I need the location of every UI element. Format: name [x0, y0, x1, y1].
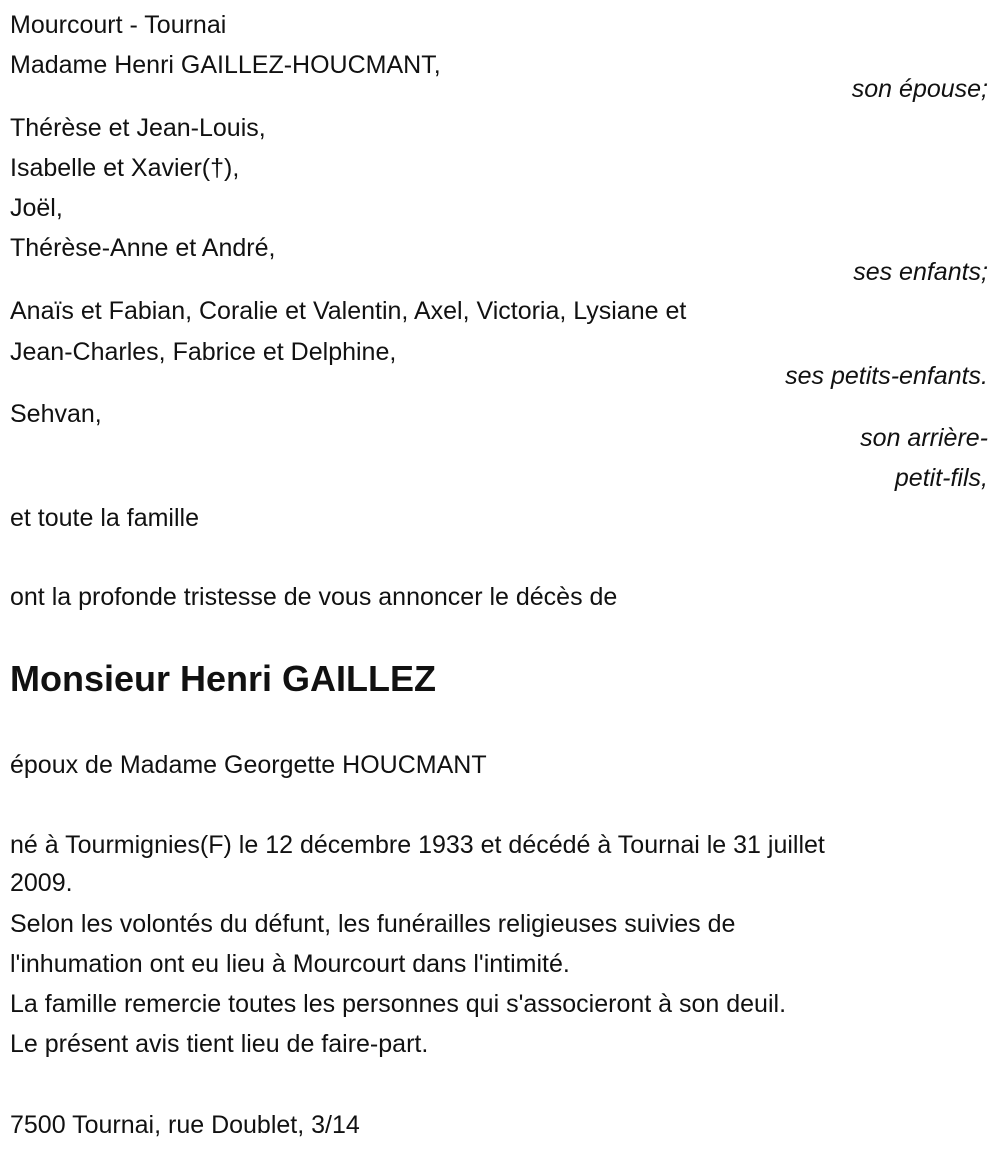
- grandchildren-role: ses petits-enfants.: [785, 362, 988, 390]
- detail-line: Le présent avis tient lieu de faire-part.: [10, 1030, 429, 1058]
- spouse-of: époux de Madame Georgette HOUCMANT: [10, 751, 487, 779]
- grandchildren-line: Anaïs et Fabian, Coralie et Valentin, Axel, Victoria, Lysiane et: [10, 297, 687, 325]
- address: 7500 Tournai, rue Doublet, 3/14: [10, 1111, 360, 1139]
- family-line: et toute la famille: [10, 504, 199, 532]
- spouse-role: son épouse;: [851, 75, 988, 103]
- detail-line: l'inhumation ont eu lieu à Mourcourt dans l'intimité.: [10, 950, 570, 978]
- location: Mourcourt - Tournai: [10, 11, 227, 39]
- spouse-name: Madame Henri GAILLEZ-HOUCMANT,: [10, 51, 441, 79]
- detail-line: Selon les volontés du défunt, les funérailles religieuses suivies de: [10, 910, 736, 938]
- announcement: ont la profonde tristesse de vous annoncer le décès de: [10, 583, 618, 611]
- deceased-name: Monsieur Henri GAILLEZ: [10, 658, 437, 699]
- detail-line: né à Tourmignies(F) le 12 décembre 1933 et décédé à Tournai le 31 juillet: [10, 831, 825, 859]
- child-line: Isabelle et Xavier(†),: [10, 154, 240, 182]
- child-line: Thérèse et Jean-Louis,: [10, 114, 266, 142]
- child-line: Thérèse-Anne et André,: [10, 234, 276, 262]
- great-grandchild-line: Sehvan,: [10, 400, 102, 428]
- children-role: ses enfants;: [853, 258, 988, 286]
- detail-line: 2009.: [10, 869, 73, 897]
- child-line: Joël,: [10, 194, 63, 222]
- detail-line: La famille remercie toutes les personnes qui s'associeront à son deuil.: [10, 990, 787, 1018]
- great-grandchild-role: petit-fils,: [894, 464, 988, 492]
- grandchildren-line: Jean-Charles, Fabrice et Delphine,: [10, 338, 397, 366]
- great-grandchild-role: son arrière-: [860, 424, 988, 452]
